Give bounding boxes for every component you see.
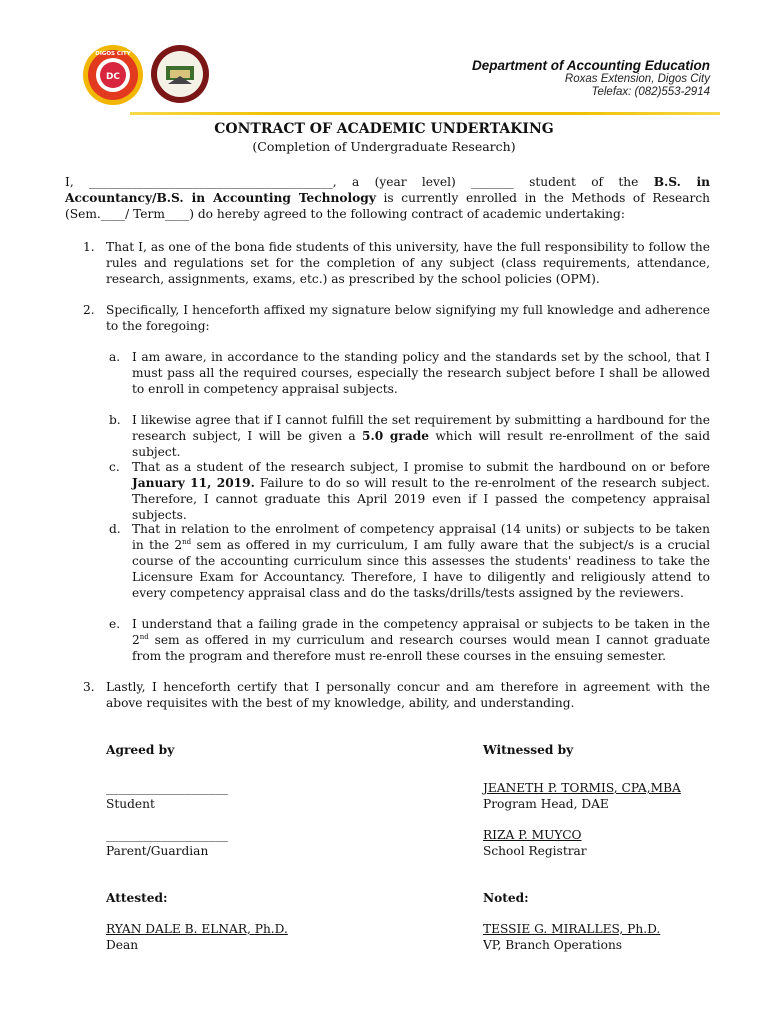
subitem-e-sup: nd: [139, 632, 149, 641]
department-address: Roxas Extension, Digos City: [564, 73, 710, 85]
university-seal-logo: [82, 44, 144, 106]
vp-name: TESSIE G. MIRALLES, Ph.D.: [483, 922, 661, 936]
subitem-b-text: [132, 412, 710, 460]
item-1-text: That I, as one of the bona fide students of this university, have the full responsibility to follow the rules and regulations set for the completion of any subject (class requirements, attendance, research, assignments, exams, etc.) as prescribed by the school policies (OPM).: [106, 240, 710, 286]
document-title: CONTRACT OF ACADEMIC UNDERTAKING: [214, 121, 554, 137]
item-3-text: Lastly, I henceforth certify that I personally concur and am therefore in agreement with the above requisites with the best of my knowledge, ability, and understanding.: [106, 680, 710, 710]
subitem-b-pre: I likewise agree that if I cannot fulfill the set requirement by submitting a hardbound for the research subject, I will be given a: [132, 413, 710, 443]
department-name: Department of Accounting Education: [471, 58, 710, 73]
svg-text:DC: DC: [105, 72, 121, 82]
department-seal-logo: [150, 44, 210, 104]
subitem-d-post: sem as offered in my curriculum, I am fully aware that the subject/s is a crucial course of the accounting curriculum since this assesses the students' readiness to take the Licensure Exam for Accountancy. Therefore, I have to diligently and religiously attend to every competency appraisal class and do the tasks/drills/tests assigned by the reviewers.: [132, 538, 711, 600]
dean-name: RYAN DALE B. ELNAR, Ph.D.: [106, 922, 288, 936]
item-1-number: 1.: [83, 240, 95, 254]
subitem-c-letter: c.: [109, 460, 120, 474]
witness2-name: RIZA P. MUYCO: [483, 828, 582, 842]
attested-label: Attested:: [106, 891, 168, 905]
student-label: Student: [106, 797, 155, 811]
subitem-b-grade: 5.0 grade: [361, 429, 430, 443]
witness1-title: Program Head, DAE: [483, 797, 609, 811]
parent-label: Parent/Guardian: [106, 844, 209, 858]
witnessed-by-label: Witnessed by: [483, 743, 574, 757]
subitem-d-letter: d.: [109, 522, 121, 536]
item-3-number: 3.: [83, 680, 95, 694]
subitem-e-text: [132, 616, 710, 664]
intro-enrolled: is currently enrolled in the Methods of Research (Sem.____/ Term____) do hereby agreed to the following contract of academic undertaking:: [65, 191, 711, 221]
intro-paragraph: [65, 174, 710, 222]
subitem-b-post: which will result re-enrollment of the said subject.: [132, 429, 711, 459]
dean-title: Dean: [106, 938, 139, 952]
subitem-e-letter: e.: [109, 617, 121, 631]
logo1-caption: DIGOS CITY: [95, 51, 131, 57]
subitem-e-post: sem as offered in my curriculum and research courses would mean I cannot graduate from the program and therefore must re-enroll these courses in the ensuing semester.: [132, 633, 711, 663]
intro-student-of: student of the: [529, 175, 639, 189]
student-signature-line[interactable]: ____________________: [106, 781, 228, 795]
header-divider: [130, 112, 720, 115]
department-telefax: Telefax: (082)553-2914: [591, 86, 710, 98]
program-name: B.S. in Accountancy/B.S. in Accounting Technology: [65, 175, 711, 205]
witness2-title: School Registrar: [483, 844, 587, 858]
vp-title: VP, Branch Operations: [483, 938, 623, 952]
subitem-d-pre: That in relation to the enrolment of competency appraisal (14 units) or subjects to be taken in the 2: [132, 522, 710, 552]
subitem-a-letter: a.: [109, 350, 121, 364]
subitem-e-pre: I understand that a failing grade in the competency appraisal or subjects to be taken in the 2: [132, 617, 710, 647]
parent-signature-line[interactable]: ____________________: [106, 828, 228, 842]
subitem-b-letter: b.: [109, 413, 121, 427]
agreed-by-label: Agreed by: [106, 743, 175, 757]
intro-i: I,: [65, 175, 74, 189]
name-blank: ________________________________________: [89, 175, 333, 189]
subitem-c-post: Failure to do so will result to the re-enrolment of the research subject. Therefore, I cannot graduate this April 2019 even if I passed the competency appraisal subjects.: [132, 476, 711, 522]
noted-label: Noted:: [483, 891, 529, 905]
subitem-d-sup: nd: [182, 537, 192, 546]
subitem-c-pre: That as a student of the research subject, I promise to submit the hardbound on or before: [132, 460, 710, 474]
item-2-number: 2.: [83, 303, 95, 317]
witness1-name: JEANETH P. TORMIS, CPA,MBA: [483, 781, 681, 795]
intro-year-label: , a (year level): [332, 175, 456, 189]
document-subtitle: (Completion of Undergraduate Research): [252, 139, 516, 154]
year-blank: _______: [471, 175, 514, 189]
subitem-c-date: January 11, 2019.: [132, 476, 255, 490]
subitem-d-text: [132, 521, 710, 601]
item-2-text: Specifically, I henceforth affixed my signature below signifying my full knowledge and adherence to the foregoing:: [106, 303, 710, 333]
subitem-c-text: [132, 459, 710, 523]
subitem-a-text: I am aware, in accordance to the standing policy and the standards set by the school, that I must pass all the required courses, especially the research subject before I shall be allowed to enroll in competency appraisal subjects.: [132, 350, 710, 396]
